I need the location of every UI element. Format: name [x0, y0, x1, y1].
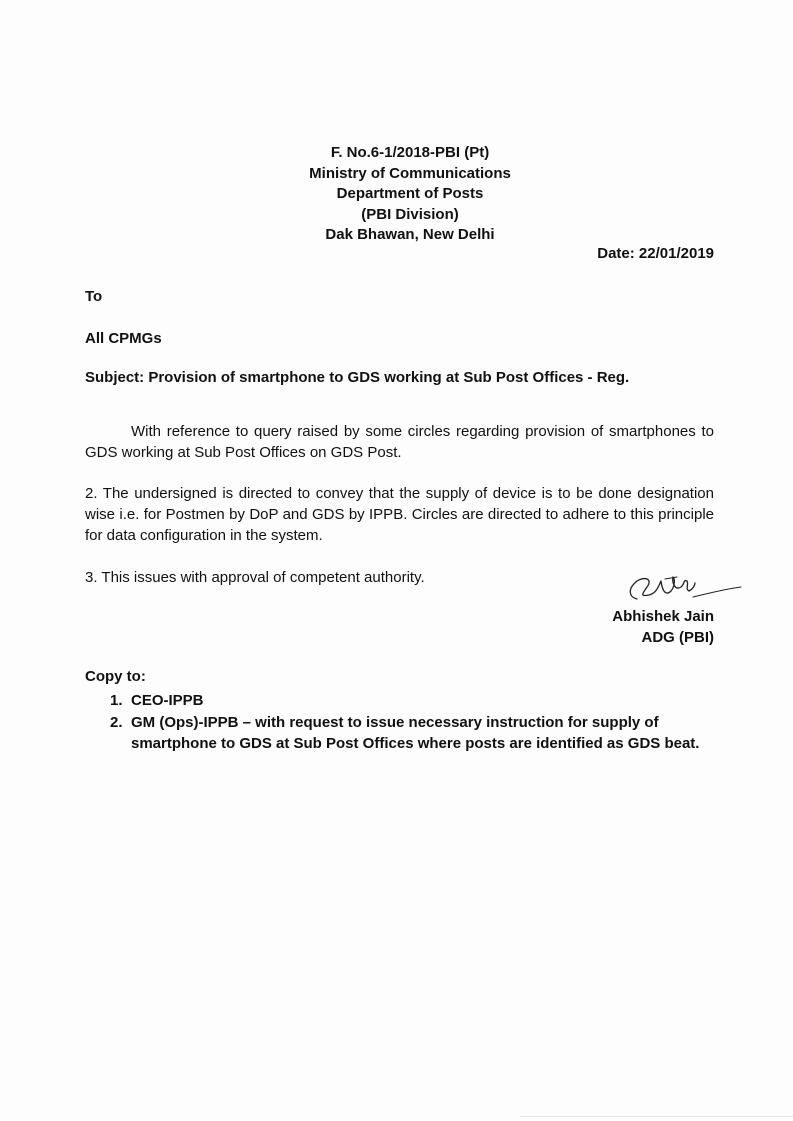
signatory-block [560, 606, 714, 648]
signatory-name: Abhishek Jain [612, 608, 714, 625]
department-name: Department of Posts [336, 185, 484, 203]
scan-edge-line [520, 1116, 793, 1117]
body-paragraph-2: 2. The undersigned is directed to convey that the supply of device is to be done designation wise i.e. for Postmen by DoP and GDS by IPPB. Circles are directed to adhere to this principle for data configuration in the system. [85, 485, 714, 544]
subject-line: Subject: Provision of smartphone to GDS working at Sub Post Offices - Reg. [85, 369, 630, 386]
copy-to-title: Copy to: [85, 668, 146, 685]
division-name: (PBI Division) [361, 205, 459, 223]
copy-to-list [110, 690, 720, 755]
to-label: To [85, 288, 103, 305]
file-number: F. No.6-1/2018-PBI (Pt) [330, 144, 490, 161]
list-item [110, 712, 720, 755]
body-paragraph-3: 3. This issues with approval of competent authority. [85, 569, 425, 586]
list-item-number: 2. [110, 713, 123, 731]
office-address: Dak Bhawan, New Delhi [325, 226, 495, 244]
letter-date: Date: 22/01/2019 [597, 245, 714, 262]
list-item-text: CEO-IPPB [131, 692, 204, 709]
list-item [110, 690, 720, 712]
ministry-name: Ministry of Communications [309, 164, 511, 182]
letter-header [200, 143, 620, 246]
addressee: All CPMGs [85, 330, 162, 347]
list-item-number: 1. [110, 692, 123, 709]
list-item-text: GM (Ops)-IPPB – with request to issue necessary instruction for supply of smartphone to GDS at Sub Post Offices where posts are identified as GDS beat. [131, 713, 700, 752]
body-paragraph-1: With reference to query raised by some circles regarding provision of smartphones to GDS working at Sub Post Offices on GDS Post. [85, 423, 714, 461]
signatory-designation: ADG (PBI) [641, 629, 714, 646]
